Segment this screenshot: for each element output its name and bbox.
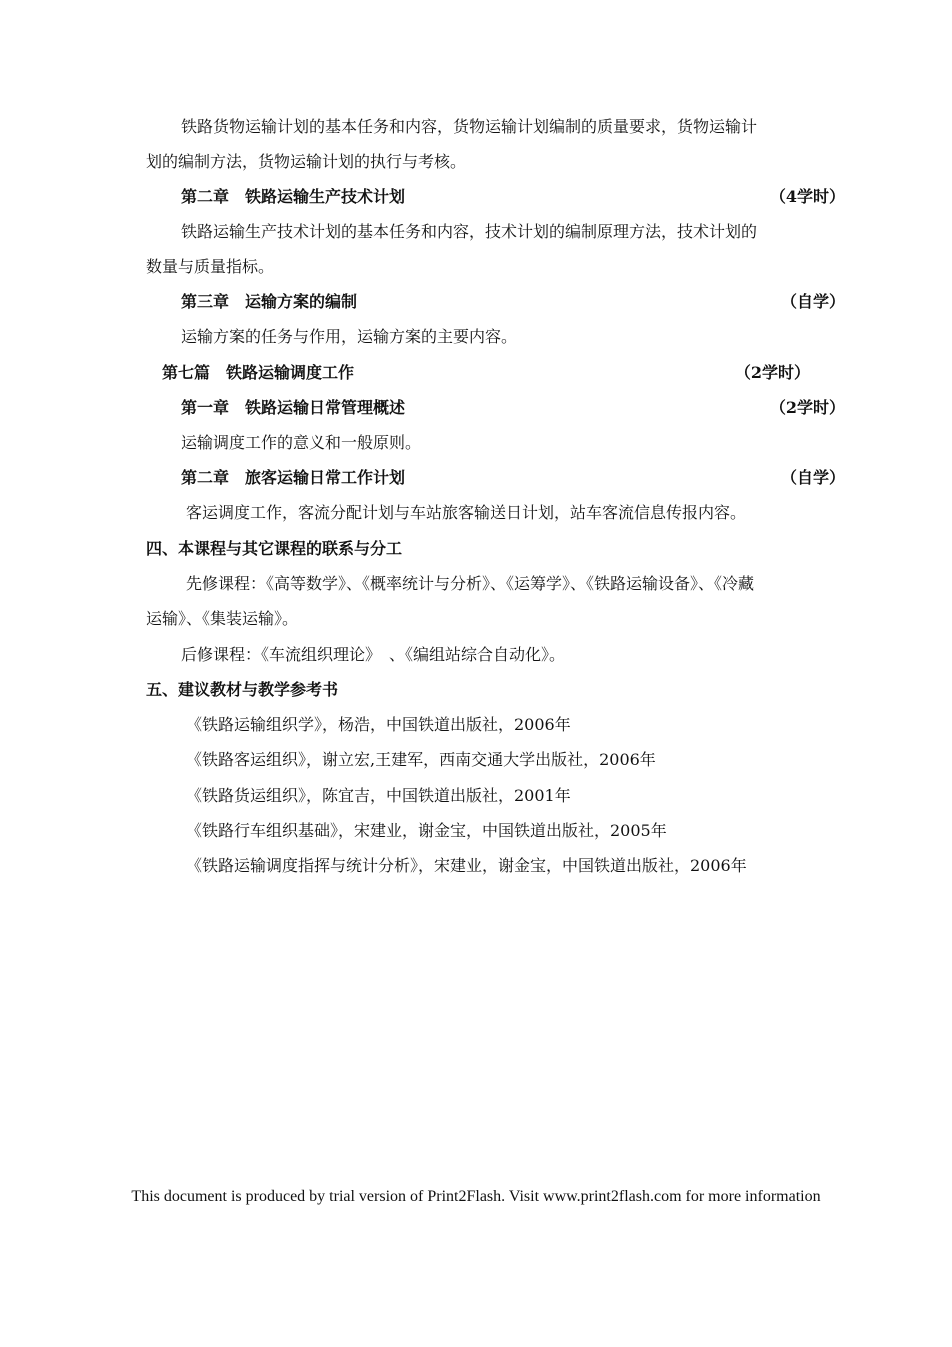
- paragraph-transport-scheme: 运输方案的任务与作用，运输方案的主要内容。: [181, 327, 518, 346]
- paragraph-dispatch-meaning: 运输调度工作的意义和一般原则。: [181, 433, 422, 452]
- chapter-3-title: 第三章 运输方案的编制: [181, 292, 358, 311]
- prerequisite-courses-line1: 先修课程：《高等数学》、《概率统计与分析》、《运筹学》、《铁路运输设备》、《冷藏: [186, 574, 755, 593]
- paragraph-tech-plan-line1: 铁路运输生产技术计划的基本任务和内容，技术计划的编制原理方法，技术计划的: [181, 222, 758, 241]
- part-7-hours: （2学时）: [734, 363, 810, 382]
- part-7-chapter-2-hours: （自学）: [780, 468, 845, 487]
- paragraph-tech-plan-line2: 数量与质量指标。: [146, 257, 275, 276]
- part-7-title: 第七篇 铁路运输调度工作: [162, 363, 355, 382]
- part-7-chapter-1-title: 第一章 铁路运输日常管理概述: [181, 398, 406, 417]
- paragraph-freight-plan-line2: 划的编制方法，货物运输计划的执行与考核。: [146, 152, 467, 171]
- chapter-3-hours: （自学）: [780, 292, 845, 311]
- trial-version-notice: This document is produced by trial version of Print2Flash. Visit www.print2flash.com for more information: [131, 1188, 821, 1205]
- part-7-chapter-1-heading: [146, 396, 845, 420]
- part-7-chapter-2-heading: [146, 466, 845, 490]
- chapter-2-title: 第二章 铁路运输生产技术计划: [181, 187, 406, 206]
- section-5-heading: 五、建议教材与教学参考书: [146, 680, 339, 699]
- part-7-chapter-2-title: 第二章 旅客运输日常工作计划: [181, 468, 406, 487]
- paragraph-passenger-dispatch: 客运调度工作，客流分配计划与车站旅客输送日计划，站车客流信息传报内容。: [186, 503, 747, 522]
- chapter-2-hours: （4学时）: [769, 187, 845, 206]
- follow-up-courses: 后修课程：《车流组织理论》 、《编组站综合自动化》。: [181, 645, 566, 664]
- chapter-2-heading: [146, 185, 845, 209]
- book-item: 《铁路客运组织》，谢立宏,王建军，西南交通大学出版社，2006年: [186, 750, 656, 769]
- chapter-3-heading: [146, 290, 845, 314]
- book-item: 《铁路运输调度指挥与统计分析》，宋建业，谢金宝，中国铁道出版社，2006年: [186, 856, 747, 875]
- book-item: 《铁路行车组织基础》，宋建业，谢金宝，中国铁道出版社，2005年: [186, 821, 667, 840]
- book-item: 《铁路货运组织》，陈宜吉，中国铁道出版社，2001年: [186, 786, 571, 805]
- book-item: 《铁路运输组织学》，杨浩，中国铁道出版社，2006年: [186, 715, 571, 734]
- paragraph-freight-plan-line1: 铁路货物运输计划的基本任务和内容，货物运输计划编制的质量要求，货物运输计: [181, 117, 758, 136]
- part-7-heading: [146, 361, 810, 385]
- prerequisite-courses-line2: 运输》、《集装运输》。: [146, 609, 299, 628]
- part-7-chapter-1-hours: （2学时）: [769, 398, 845, 417]
- section-4-heading: 四、本课程与其它课程的联系与分工: [146, 539, 403, 558]
